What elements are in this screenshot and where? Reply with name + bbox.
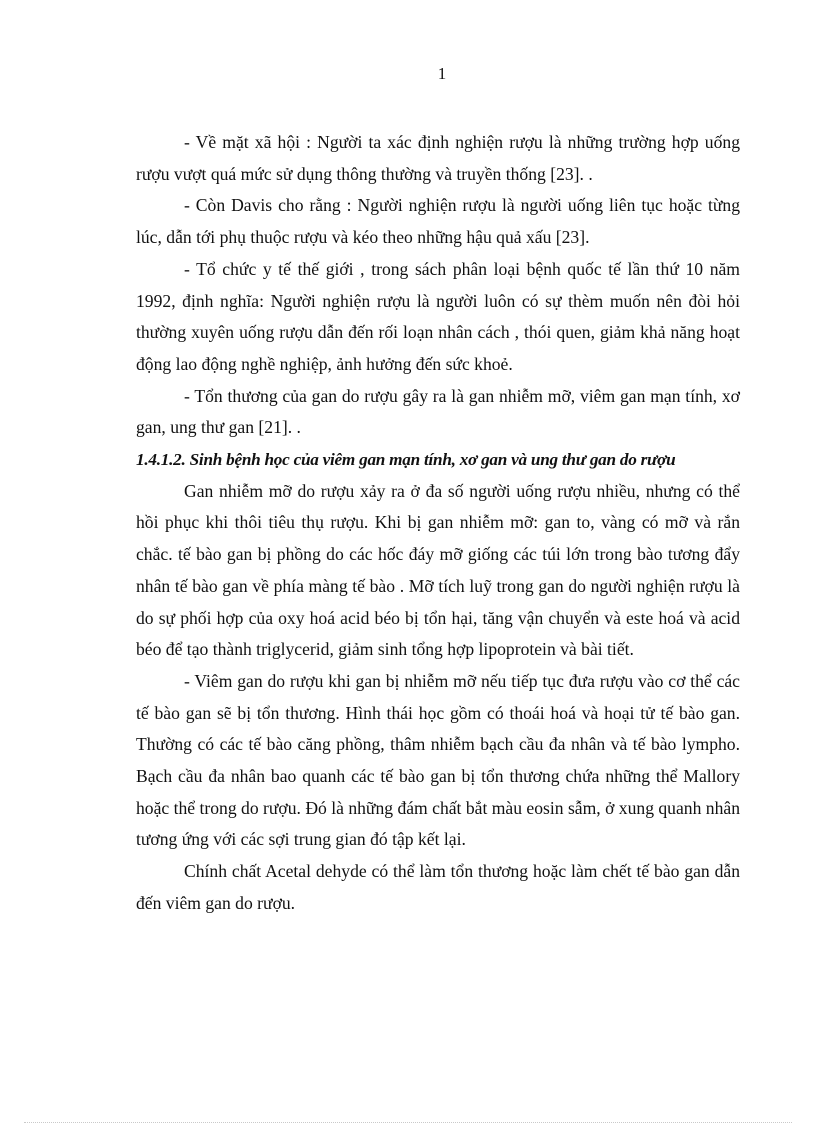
paragraph-who-definition: - Tổ chức y tế thế giới , trong sách phân loại bệnh quốc tế lần thứ 10 năm 1992, định nghĩa: Người nghiện rượu là người luôn có sự thèm muốn nên đòi hỏi thường xuyên uống rượu dẫn đến rối loạn nhân cách , thói quen, giảm khả năng hoạt động lao động nghề nghiệp, ảnh hưởng đến sức khoẻ.: [136, 258, 740, 374]
document-body: [136, 127, 740, 920]
paragraph-liver-damage: - Tổn thương của gan do rượu gây ra là gan nhiễm mỡ, viêm gan mạn tính, xơ gan, ung thư gan [21]. .: [136, 385, 740, 438]
paragraph-acetaldehyde: Chính chất Acetal dehyde có thể làm tổn thương hoặc làm chết tế bào gan dẫn đến viêm gan do rượu.: [136, 861, 740, 913]
paragraph-davis-definition: - Còn Davis cho rằng : Người nghiện rượu là người uống liên tục hoặc từng lúc, dẫn tới phụ thuộc rượu và kéo theo những hậu quả xấu [23].: [136, 195, 740, 248]
paragraph-alcoholic-hepatitis: - Viêm gan do rượu khi gan bị nhiễm mỡ nếu tiếp tục đưa rượu vào cơ thể các tế bào gan sẽ bị tổn thương. Hình thái học gồm có thoái hoá và hoại tử tế bào gan. Thường có các tế bào căng phồng, thâm nhiễm bạch cầu đa nhân và tế bào lympho. Bạch cầu đa nhân bao quanh các tế bào gan bị tổn thương chứa những thể Mallory hoặc thể trong do rượu. Đó là những đám chất bắt màu eosin sẫm, ở xung quanh nhân tương ứng với các sợi trung gian đó tập kết lại.: [136, 670, 740, 850]
page-number: 1: [437, 64, 447, 83]
paragraph-social-definition: - Về mặt xã hội : Người ta xác định nghiện rượu là những trường hợp uống rượu vượt quá mức sử dụng thông thường và truyền thống [23]. .: [136, 132, 740, 184]
section-heading: 1.4.1.2. Sinh bệnh học của viêm gan mạn tính, xơ gan và ung thư gan do rượu: [136, 450, 676, 470]
paragraph-fatty-liver: Gan nhiễm mỡ do rượu xảy ra ở đa số người uống rượu nhiều, nhưng có thể hồi phục khi thôi tiêu thụ rượu. Khi bị gan nhiễm mỡ: gan to, vàng có mỡ và rắn chắc. tế bào gan bị phồng do các hốc đáy mỡ giống các túi lớn trong bào tương đẩy nhân tế bào gan về phía màng tế bào . Mỡ tích luỹ trong gan do người nghiện rượu là do sự phối hợp của oxy hoá acid béo bị tổn hại, tăng vận chuyển và este hoá và acid béo để tạo thành triglycerid, giảm sinh tổng hợp lipoprotein và bài tiết.: [136, 480, 740, 660]
